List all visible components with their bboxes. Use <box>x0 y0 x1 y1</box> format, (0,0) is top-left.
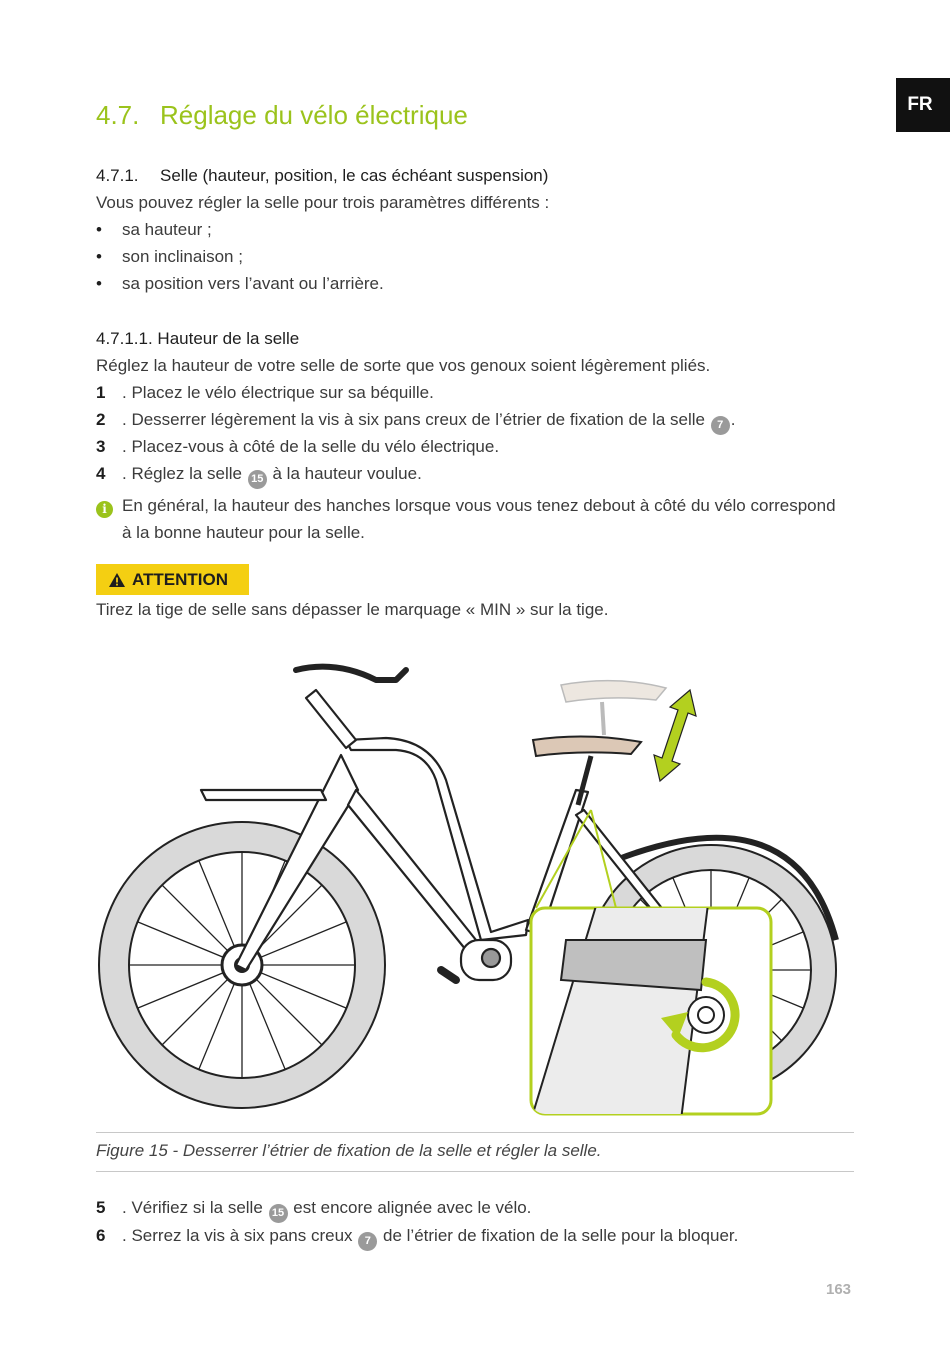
bullet-text: sa hauteur ; <box>122 220 212 239</box>
step-text-end: est encore alignée avec le vélo. <box>293 1198 532 1217</box>
step-number: 5 <box>96 1198 106 1217</box>
step-number: 3 <box>96 437 106 456</box>
bullet-marker: • <box>96 274 102 293</box>
info-note <box>96 492 866 546</box>
caption-rule-top <box>96 1132 854 1133</box>
subsection-title: Selle (hauteur, position, le cas échéant suspension) <box>160 166 549 185</box>
step-item: 3 . Placez-vous à côté de la selle du vélo électrique. <box>96 437 500 456</box>
note-text-line2: à la bonne hauteur pour la selle. <box>122 523 365 542</box>
bullet-marker: • <box>96 247 102 266</box>
figure-caption: Figure 15 - Desserrer l’étrier de fixation de la selle et régler la selle. <box>96 1141 602 1160</box>
bullet-item <box>96 247 243 267</box>
subsection-number: 4.7.1. <box>96 166 139 185</box>
step-item: 6 . Serrez la vis à six pans creux 7 de l’étrier de fixation de la selle pour la bloquer. <box>96 1226 738 1251</box>
warning-icon <box>108 572 126 588</box>
subsection-intro: Vous pouvez régler la selle pour trois paramètres différents : <box>96 193 550 212</box>
step-item: 2 . Desserrer légèrement la vis à six pans creux de l’étrier de fixation de la selle 7 . <box>96 410 735 435</box>
attention-title: ATTENTION <box>132 569 229 589</box>
page-number: 163 <box>826 1281 852 1298</box>
attention-text: Tirez la tige de selle sans dépasser le marquage « MIN » sur la tige. <box>96 600 609 619</box>
step-number: 1 <box>96 383 106 402</box>
step-text-end: de l’étrier de fixation de la selle pour la bloquer. <box>383 1226 739 1245</box>
step-text: Réglez la selle <box>131 464 243 483</box>
step-item: 4 . Réglez la selle 15 à la hauteur voulue. <box>96 464 422 489</box>
step-item: 5 . Vérifiez si la selle 15 est encore alignée avec le vélo. <box>96 1198 531 1223</box>
bullet-item <box>96 274 384 294</box>
step-text: Desserrer légèrement la vis à six pans creux de l’étrier de fixation de la selle <box>131 410 705 429</box>
step-number: 4 <box>96 464 106 483</box>
section-heading <box>96 100 468 131</box>
height-adjust-arrow <box>654 690 696 781</box>
step-text: Serrez la vis à six pans creux <box>131 1226 353 1245</box>
step-number: 2 <box>96 410 106 429</box>
bullet-text: son inclinaison ; <box>122 247 243 266</box>
part-badge: 15 <box>248 470 267 489</box>
section-number: 4.7. <box>96 100 140 130</box>
subsubsection-heading: 4.7.1.1. Hauteur de la selle <box>96 329 300 348</box>
bike-illustration <box>96 640 856 1120</box>
part-badge: 15 <box>269 1204 288 1223</box>
attention-label <box>96 564 249 595</box>
section-title: Réglage du vélo électrique <box>160 100 468 130</box>
bullet-text: sa position vers l’avant ou l’arrière. <box>122 274 384 293</box>
step-text: Placez-vous à côté de la selle du vélo électrique. <box>131 437 500 456</box>
caption-rule-bottom <box>96 1171 854 1172</box>
bullet-marker: • <box>96 220 102 239</box>
step-text: Placez le vélo électrique sur sa béquille. <box>131 383 434 402</box>
part-badge: 7 <box>711 416 730 435</box>
info-icon: i <box>96 501 113 518</box>
step-text-end: à la hauteur voulue. <box>272 464 422 483</box>
subsubsection-intro: Réglez la hauteur de votre selle de sorte que vos genoux soient légèrement pliés. <box>96 356 711 375</box>
step-text-end: . <box>730 410 736 429</box>
subsection-heading <box>96 166 548 186</box>
part-badge: 7 <box>358 1232 377 1251</box>
note-text-line1: En général, la hauteur des hanches lorsque vous vous tenez debout à côté du vélo correspond <box>122 496 836 515</box>
step-number: 6 <box>96 1226 106 1245</box>
step-text: Vérifiez si la selle <box>131 1198 263 1217</box>
bullet-item <box>96 220 212 240</box>
seat-raised <box>561 681 666 735</box>
step-item: 1 . Placez le vélo électrique sur sa béquille. <box>96 383 434 402</box>
language-tab: FR <box>896 78 950 132</box>
